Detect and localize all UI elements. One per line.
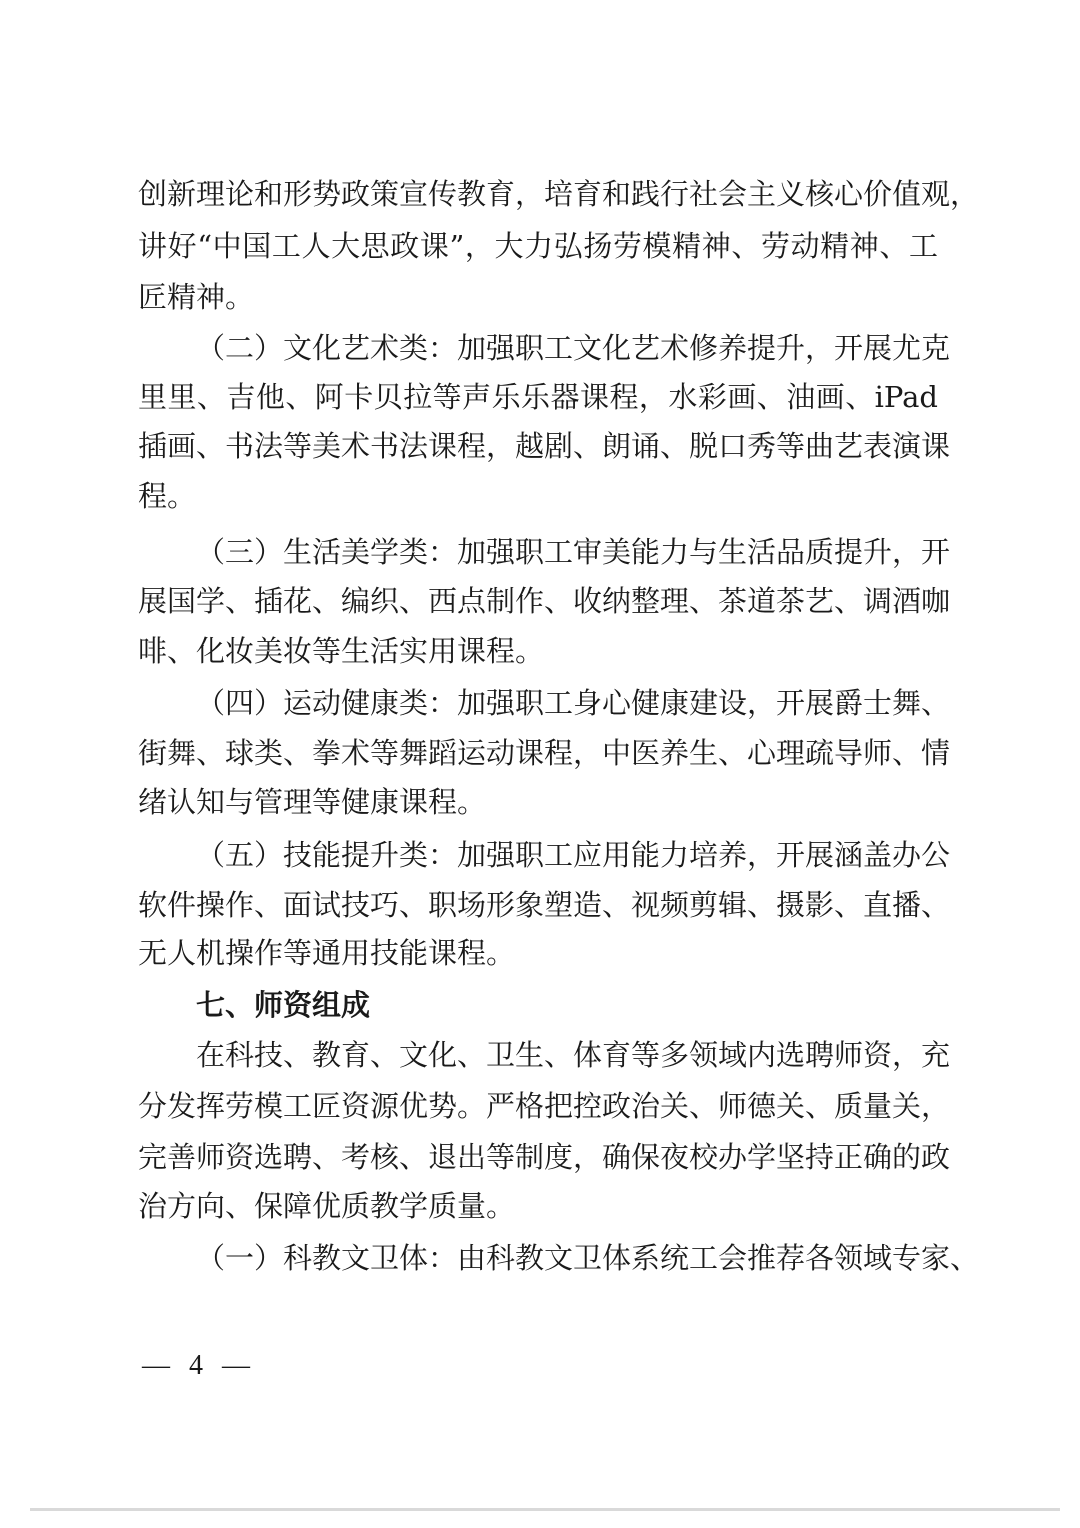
section-heading: 七、师资组成 [196,988,371,1022]
section-paragraph-start: （五）技能提升类：加强职工应用能力培养，开展涵盖办公 [196,838,951,872]
body-line: 程。 [138,479,197,513]
bottom-divider [30,1508,1060,1511]
body-line: 创新理论和形势政策宣传教育，培育和践行社会主义核心价值观， [138,177,980,211]
body-line: 街舞、球类、拳术等舞蹈运动课程，中医养生、心理疏导师、情 [138,736,951,770]
body-line: 绪认知与管理等健康课程。 [138,785,487,819]
body-line: 软件操作、面试技巧、职场形象塑造、视频剪辑、摄影、直播、 [138,888,951,922]
body-line: 无人机操作等通用技能课程。 [138,936,516,970]
section-paragraph-start: （四）运动健康类：加强职工身心健康建设，开展爵士舞、 [196,686,951,720]
section-paragraph-start: （二）文化艺术类：加强职工文化艺术修养提升，开展尤克 [196,331,951,365]
section-paragraph-start: （三）生活美学类：加强职工审美能力与生活品质提升，开 [196,535,951,569]
body-line: 完善师资选聘、考核、退出等制度，确保夜校办学坚持正确的政 [138,1140,951,1174]
body-line: 分发挥劳模工匠资源优势。严格把控政治关、师德关、质量关， [138,1089,951,1123]
body-line: 里里、吉他、阿卡贝拉等声乐乐器课程，水彩画、油画、iPad [138,380,938,414]
body-line: 治方向、保障优质教学质量。 [138,1189,516,1223]
section-paragraph-start: （一）科教文卫体：由科教文卫体系统工会推荐各领域专家、 [196,1241,980,1275]
section-paragraph-start: 在科技、教育、文化、卫生、体育等多领域内选聘师资，充 [196,1038,951,1072]
body-line: 插画、书法等美术书法课程，越剧、朗诵、脱口秀等曲艺表演课 [138,429,951,463]
page-number: — 4 — [142,1350,256,1381]
body-line: 展国学、插花、编织、西点制作、收纳整理、茶道茶艺、调酒咖 [138,584,951,618]
body-line: 匠精神。 [138,280,255,314]
body-line: 讲好“中国工人大思政课”，大力弘扬劳模精神、劳动精神、工 [138,229,938,263]
body-line: 啡、化妆美妆等生活实用课程。 [138,634,545,668]
